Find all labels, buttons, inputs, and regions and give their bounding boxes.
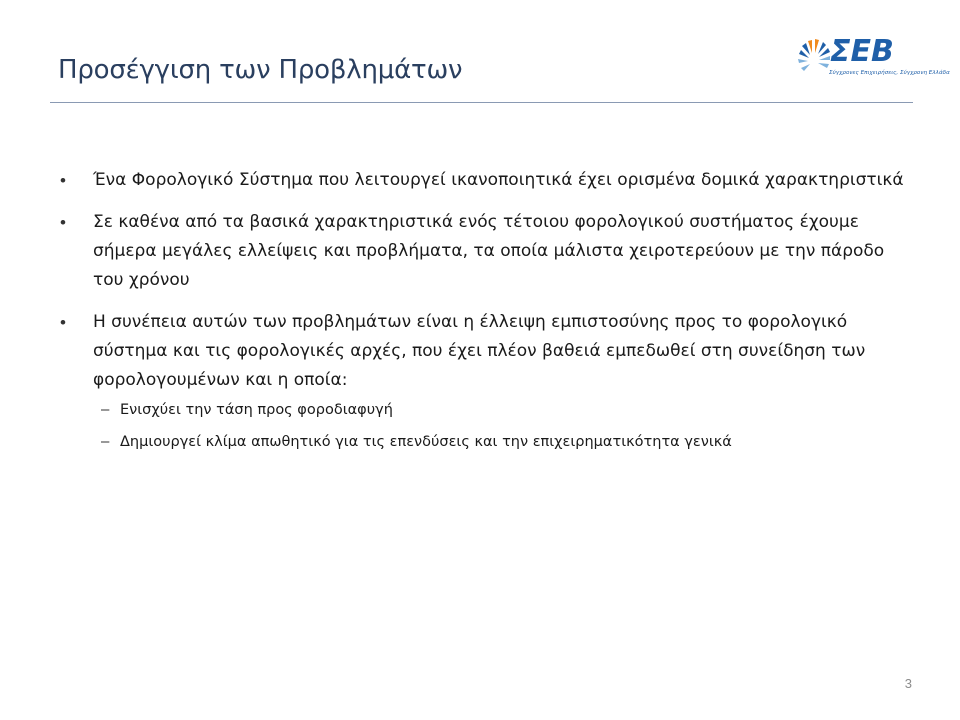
bullet-item: [60, 166, 920, 195]
sunburst-emblem-icon: [798, 39, 830, 71]
bullet-list: [60, 166, 920, 455]
bullet-dot-icon: •: [60, 213, 66, 232]
slide-title: Προσέγγιση των Προβλημάτων: [58, 55, 463, 85]
bullet-text: Η συνέπεια αυτών των προβλημάτων είναι η έλλειψη εμπιστοσύνης προς το φορολογικό σύστημα και τις φορολογικές αρχές, που έχει πλέον βαθειά εμπεδωθεί στη συνείδηση των φορολογουμένων και η οποία:: [93, 312, 866, 390]
sub-bullet-list: [93, 397, 920, 455]
sub-bullet-text: Ενισχύει την τάση προς φοροδιαφυγή: [120, 402, 393, 418]
bullet-dot-icon: •: [60, 313, 66, 332]
dash-icon: –: [101, 401, 110, 418]
slide-content: [60, 166, 920, 468]
bullet-item: [60, 308, 920, 455]
seb-logo: [796, 28, 950, 82]
logo-tagline: Σύγχρονες Επιχειρήσεις, Σύγχρονη Ελλάδα: [829, 70, 950, 76]
bullet-item: [60, 208, 920, 295]
logo-wordmark: ΣΕΒ: [830, 34, 894, 69]
bullet-dot-icon: •: [60, 171, 66, 190]
sub-bullet-item: [93, 397, 920, 423]
bullet-text: Σε καθένα από τα βασικά χαρακτηριστικά ενός τέτοιου φορολογικού συστήματος έχουμε σήμερα μεγάλες ελλείψεις και προβλήματα, τα οποία μάλιστα χειροτερεύουν με την πάροδο του χρόνου: [93, 212, 885, 290]
page-number: 3: [904, 676, 912, 691]
bullet-text: Ένα Φορολογικό Σύστημα που λειτουργεί ικανοποιητικά έχει ορισμένα δομικά χαρακτηριστικά: [93, 170, 904, 190]
title-divider: [50, 102, 913, 103]
dash-icon: –: [101, 433, 110, 450]
sub-bullet-text: Δημιουργεί κλίμα απωθητικό για τις επενδύσεις και την επιχειρηματικότητα γενικά: [120, 434, 732, 450]
sub-bullet-item: [93, 429, 920, 455]
